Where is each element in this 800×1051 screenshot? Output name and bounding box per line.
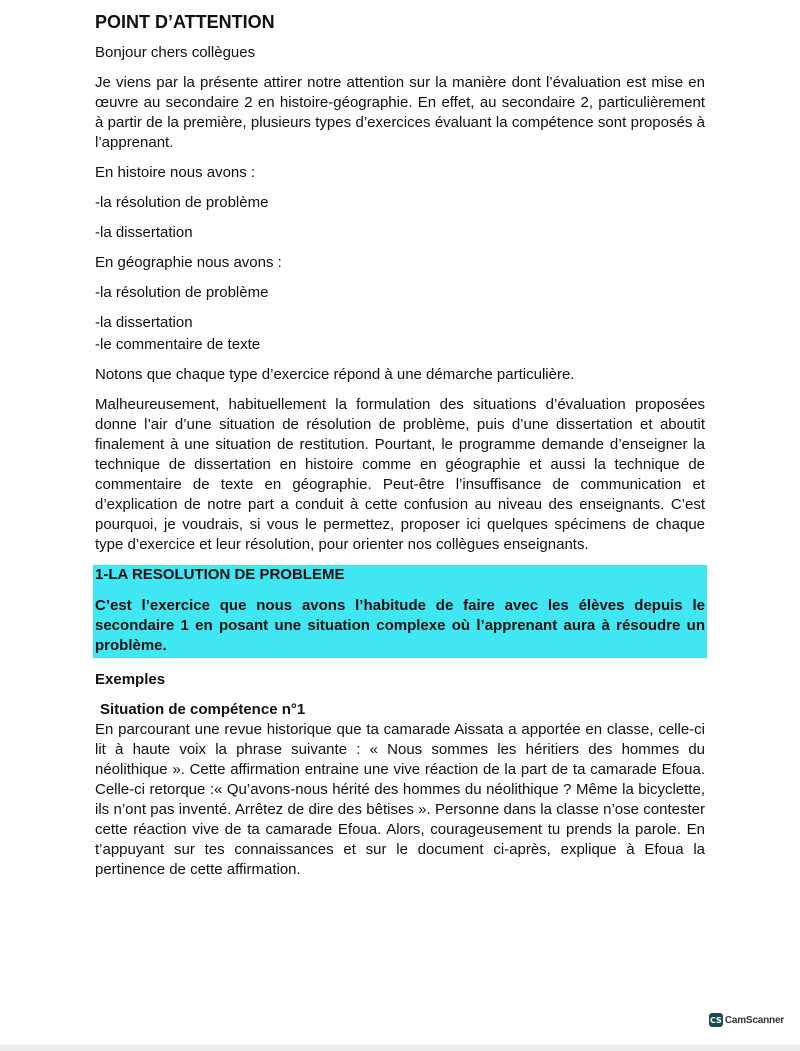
greeting: Bonjour chers collègues (95, 44, 256, 61)
bottom-strip (0, 1045, 800, 1051)
geography-item: -la dissertation (95, 314, 193, 327)
history-item: -la dissertation (95, 224, 193, 241)
history-item: -la résolution de problème (95, 194, 269, 211)
examples-label: Exemples (95, 671, 166, 688)
geography-item: -le commentaire de texte (95, 336, 261, 353)
history-heading: En histoire nous avons : (95, 164, 256, 181)
geography-item: -la résolution de problème (95, 284, 269, 301)
geography-heading: En géographie nous avons : (95, 254, 282, 271)
situation-heading: Situation de compétence n°1 (100, 701, 306, 718)
note-paragraph: Notons que chaque type d’exercice répond à une démarche particulière. (95, 366, 575, 383)
intro-paragraph: Je viens par la présente attirer notre attention sur la manière dont l’évaluation est mise en œuvre au secondaire 2 en histoire-géographie. En effet, au secondaire 2, particulièrement à partir de la première, plusieurs types d’exercices évaluant la compétence sont proposés à l’apprenant. (95, 74, 705, 151)
page-title: POINT D’ATTENTION (95, 12, 275, 32)
camscanner-logo (709, 1013, 784, 1027)
document-page (95, 10, 705, 890)
section-heading: 1-LA RESOLUTION DE PROBLEME (95, 566, 345, 583)
section-highlight (93, 565, 707, 658)
camscanner-icon: CS (709, 1013, 723, 1027)
main-paragraph: Malheureusement, habituellement la formulation des situations d’évaluation proposées donne l’air d’une situation de résolution de problème, puis d’une dissertation et aboutit finalement à une situation de restitution. Pourtant, le programme demande d’enseigner la technique de dissertation en histoire comme en géographie et aussi la technique de commentaire de texte en géographie. Peut-être l’insuffisance de communication et d’explication de notre part a conduit à cette confusion au niveau des enseignants. C’est pourquoi, je voudrais, si vous le permettez, proposer ici quelques spécimens de chaque type d’exercice et leur résolution, pour orienter nos collègues enseignants. (95, 396, 705, 553)
camscanner-label: CamScanner (724, 1014, 784, 1026)
section-text: C’est l’exercice que nous avons l’habitude de faire avec les élèves depuis le secondaire 1 en posant une situation complexe où l’apprenant aura à résoudre un problème. (95, 597, 705, 654)
situation-text: En parcourant une revue historique que ta camarade Aissata a apportée en classe, celle-ci lit à haute voix la phrase suivante : « Nous sommes les héritiers des hommes du néolithique ». Cette affirmation entraine une vive réaction de la part de ta camarade Efoua. Celle-ci retorque :« Qu’avons-nous hérité des hommes du néolithique ? Même la bicyclette, ils n’ont pas inventé. Arrêtez de dire des bêtises ». Personne dans la classe n’ose contester cette réaction vive de ta camarade Efoua. Alors, courageusement tu prends la parole. En t’appuyant sur tes connaissances et sur le document ci-après, explique à Efoua la pertinence de cette affirmation. (95, 721, 705, 878)
